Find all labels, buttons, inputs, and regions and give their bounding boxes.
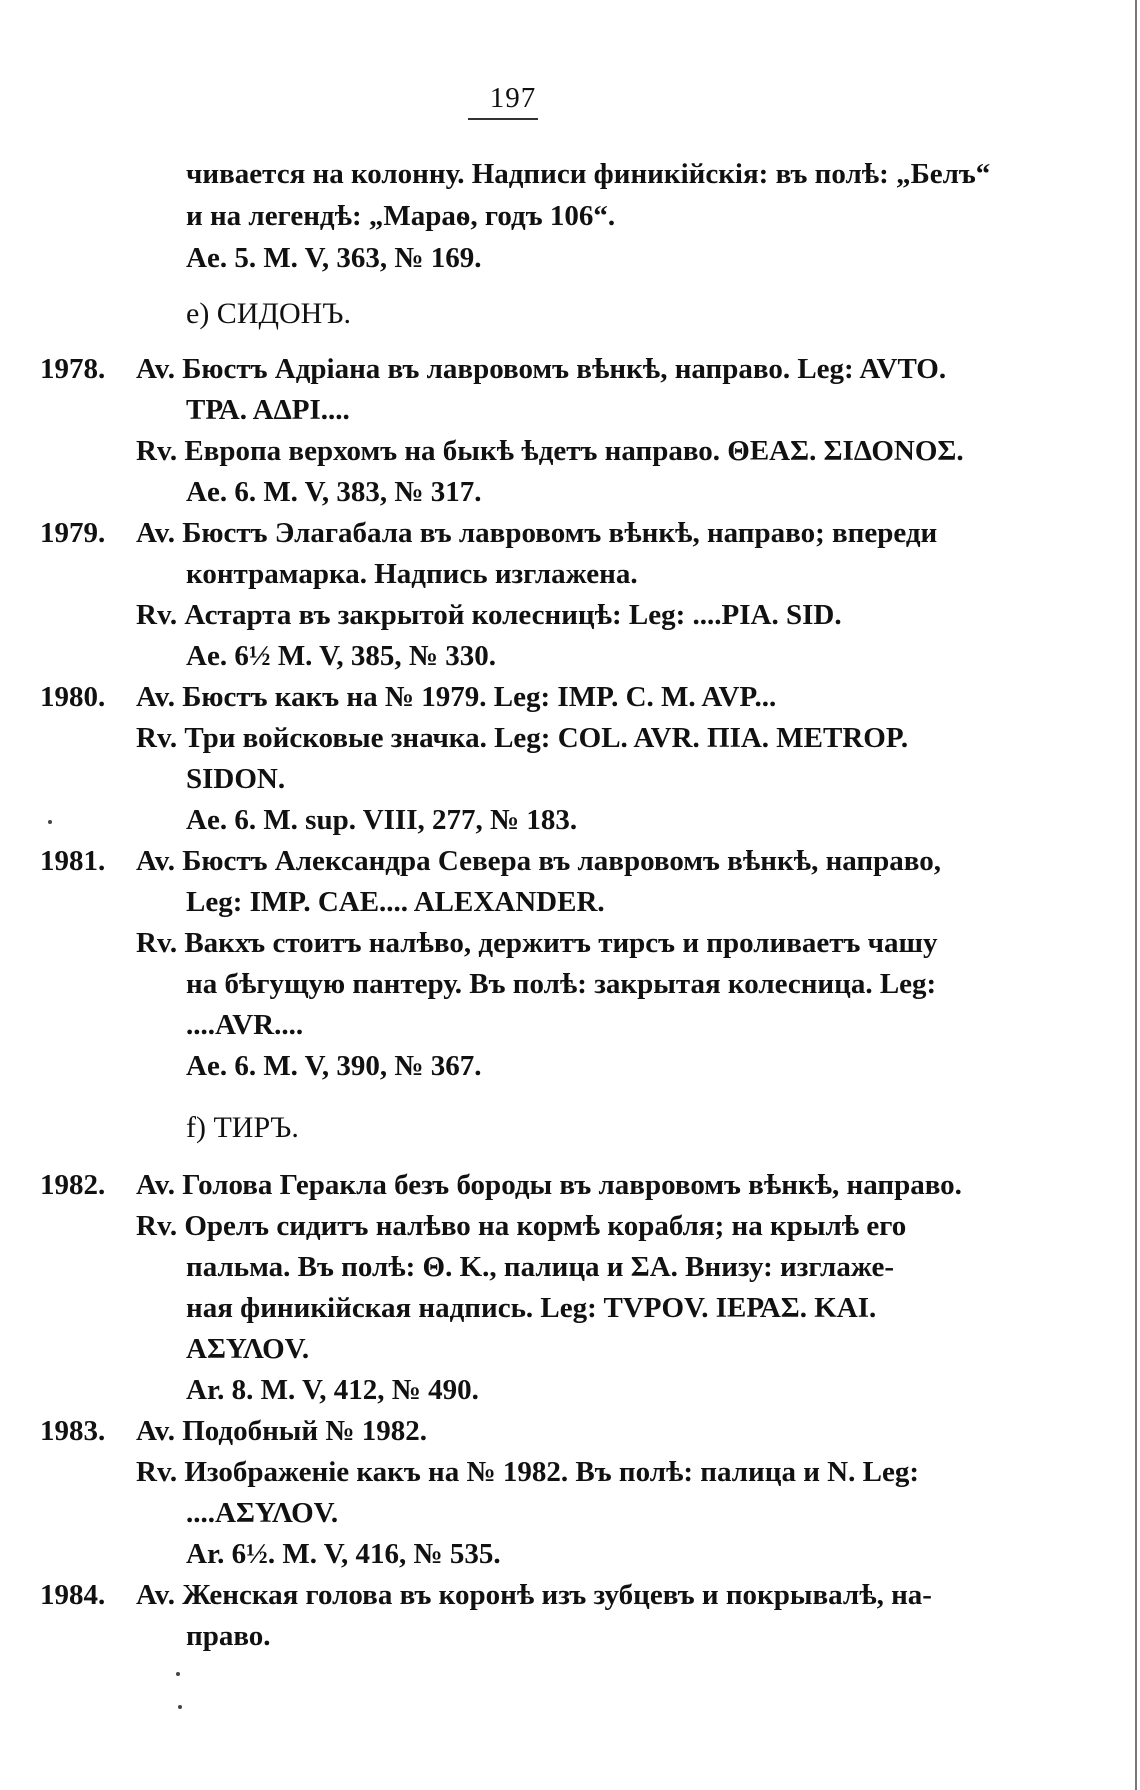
entry-line: право.: [186, 1620, 271, 1652]
entry-line: Ae. 6½ M. V, 385, № 330.: [186, 640, 497, 672]
ink-speck: [178, 1705, 182, 1709]
ink-speck: [176, 1672, 180, 1676]
entry-line: Av. Бюстъ Элагабала въ лавровомъ вѣнкѣ, направо; впереди: [136, 517, 938, 549]
entry-line: Av. Подобный № 1982.: [136, 1415, 428, 1447]
entry-line: Rv. Изображеніе какъ на № 1982. Въ полѣ: палица и N. Leg:: [136, 1456, 919, 1488]
section-heading-tyre: f) ТИРЪ.: [186, 1111, 299, 1144]
entry-number: 1984.: [40, 1579, 106, 1611]
entry-line: Ae. 6. M. V, 383, № 317.: [186, 476, 482, 508]
entry-line: Leg: IMP. CAE.... ALEXANDER.: [186, 886, 605, 918]
intro-line: и на легендѣ: „Мараѳ, годъ 106“.: [186, 200, 616, 232]
entry-number: 1978.: [40, 353, 106, 385]
page-number-rule: [468, 118, 538, 120]
entry-number: 1982.: [40, 1169, 106, 1201]
entry-number: 1979.: [40, 517, 106, 549]
entry-line: ....AVR....: [186, 1009, 304, 1041]
entry-line: ....ΑΣΥΛΟV.: [186, 1497, 339, 1529]
intro-line: Ae. 5. M. V, 363, № 169.: [186, 242, 482, 274]
entry-line: Rv. Европа верхомъ на быкѣ ѣдетъ направо. ΘΕΑΣ. ΣΙΔΟΝΟΣ.: [136, 435, 964, 467]
entry-line: Rv. Орелъ сидитъ налѣво на кормѣ корабля; на крылѣ его: [136, 1210, 907, 1242]
page-number: 197: [489, 82, 537, 114]
entry-number: 1981.: [40, 845, 106, 877]
entry-line: ΑΣΥΛΟV.: [186, 1333, 310, 1365]
entry-line: Ar. 8. M. V, 412, № 490.: [186, 1374, 479, 1406]
entry-number: 1983.: [40, 1415, 106, 1447]
entry-line: контрамарка. Надпись изглажена.: [186, 558, 638, 590]
entry-line: пальма. Въ полѣ: Θ. K., палица и ΣΑ. Внизу: изглаже-: [186, 1251, 894, 1283]
page-edge-line: [1135, 0, 1137, 1790]
entry-line: ΤΡΑ. ΑΔΡΙ....: [186, 394, 350, 426]
entry-line: SIDON.: [186, 763, 286, 795]
entry-line: Rv. Три войсковые значка. Leg: COL. AVR. ΠΙΑ. METROP.: [136, 722, 909, 754]
intro-line: чивается на колонну. Надписи финикійскія: въ полѣ: „Белъ“: [186, 158, 991, 190]
entry-line: Av. Бюстъ Адріана въ лавровомъ вѣнкѣ, направо. Leg: AVTO.: [136, 353, 947, 385]
entry-line: Av. Бюстъ какъ на № 1979. Leg: IMP. C. M. AVP...: [136, 681, 777, 713]
entry-line: Rv. Вакхъ стоитъ налѣво, держитъ тирсъ и проливаетъ чашу: [136, 927, 938, 959]
entry-line: на бѣгущую пантеру. Въ полѣ: закрытая колесница. Leg:: [186, 968, 937, 1000]
entry-line: ная финикійская надпись. Leg: TVPOV. ΙΕΡΑΣ. ΚΑΙ.: [186, 1292, 877, 1324]
entry-line: Av. Бюстъ Александра Севера въ лавровомъ вѣнкѣ, направо,: [136, 845, 941, 877]
entry-line: Av. Женская голова въ коронѣ изъ зубцевъ и покрывалѣ, на-: [136, 1579, 932, 1611]
section-heading-sidon: e) СИДОНЪ.: [186, 297, 351, 330]
entry-line: Ae. 6. M. sup. VIII, 277, № 183.: [186, 804, 578, 836]
entry-number: 1980.: [40, 681, 106, 713]
entry-line: Av. Голова Геракла безъ бороды въ лавровомъ вѣнкѣ, направо.: [136, 1169, 962, 1201]
ink-speck: [48, 820, 52, 824]
entry-line: Ae. 6. M. V, 390, № 367.: [186, 1050, 482, 1082]
entry-line: Ar. 6½. M. V, 416, № 535.: [186, 1538, 501, 1570]
entry-line: Rv. Астарта въ закрытой колесницѣ: Leg: ....PIA. SID.: [136, 599, 842, 631]
